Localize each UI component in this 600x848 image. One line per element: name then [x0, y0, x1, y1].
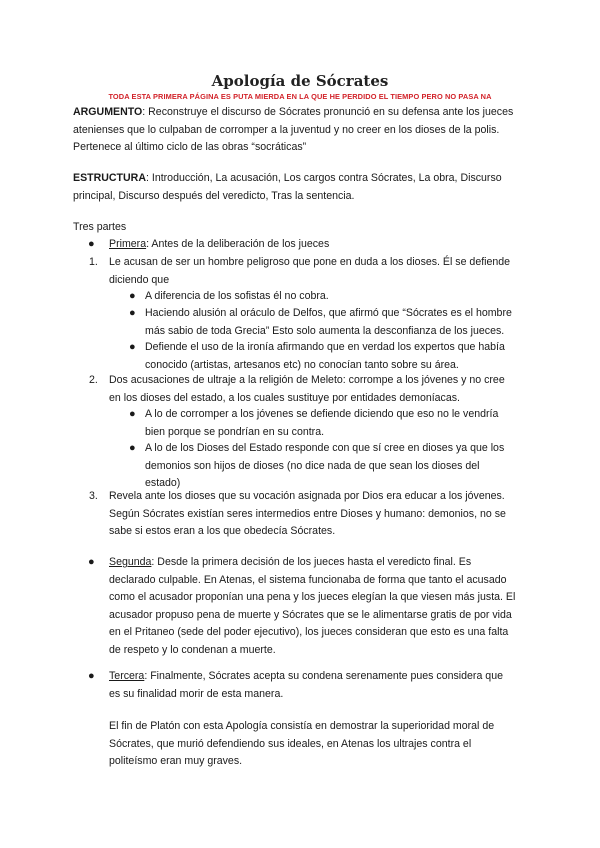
estructura-label: ESTRUCTURA	[73, 172, 146, 184]
page-title: Apología de Sócrates	[211, 72, 389, 90]
conclusion-line: El fin de Platón con esta Apología consistía en demostrar la superioridad moral de	[109, 720, 495, 732]
argumento-label: ARGUMENTO	[73, 106, 143, 118]
argumento-line: atenienses que lo culpaban de corromper a la juventud y no creer en los dioses de la polis.	[73, 123, 500, 136]
item-2-text	[109, 372, 505, 407]
argumento-line: : Reconstruye el discurso de Sócrates pronunció en su defensa ante los jueces	[142, 106, 514, 118]
sub-item-line: bien porque se pondrían en su contra.	[145, 425, 325, 438]
item-line: Le acusan de ser un hombre peligroso que pone en duda a los dioses. Él se defiende	[109, 256, 511, 268]
item-number: 1.	[89, 256, 98, 268]
primera-item	[109, 236, 329, 254]
sub-item-line: Haciendo alusión al oráculo de Delfos, que afirmó que “Sócrates es el hombre	[145, 307, 512, 319]
sub-bullet-icon: ●	[129, 290, 136, 302]
argumento-line: Pertenece al último ciclo de las obras “socráticas”	[73, 141, 307, 154]
estructura-line: principal, Discurso después del veredicto, Tras la sentencia.	[73, 189, 355, 202]
bullet-icon: ●	[88, 238, 95, 250]
item-number: 2.	[89, 374, 98, 386]
segunda-line: acusador propuso pena de muerte y Sócrates que se le alimentarse gratis de por vida	[109, 608, 512, 621]
sub-item	[145, 440, 504, 493]
item-line: sabe si estos eran a los que obedecía Sócrates.	[109, 525, 336, 538]
item-3-text	[109, 488, 506, 541]
sub-bullet-icon: ●	[129, 442, 136, 454]
sub-bullet-icon: ●	[129, 408, 136, 420]
item-line: diciendo que	[109, 273, 170, 286]
sub-item-line: A lo de los Dioses del Estado responde con que sí cree en dioses ya que los	[145, 442, 505, 454]
segunda-line: : Desde la primera decisión de los jueces hasta el veredicto final. Es	[151, 556, 472, 568]
item-line: Dos acusaciones de ultraje a la religión de Meleto: corrompe a los jóvenes y no cree	[109, 374, 505, 386]
tercera-line: es su finalidad morir de esta manera.	[109, 687, 284, 700]
sub-item-line: conocido (artistas, artesanos etc) no conocían tanto sobre su área.	[145, 358, 459, 371]
argumento-paragraph	[73, 104, 513, 157]
segunda-line: como el acusador proponían una pena y los jueces elegían la que viesen más justa. El	[109, 591, 516, 604]
red-note: TODA ESTA PRIMERA PÁGINA ES PUTA MIERDA EN LA QUE HE PERDIDO EL TIEMPO PERO NO PASA NA	[108, 92, 492, 101]
sub-item	[145, 305, 512, 340]
tercera-item	[109, 668, 503, 703]
primera-text: : Antes de la deliberación de los jueces	[146, 238, 330, 250]
conclusion-paragraph	[109, 718, 494, 771]
sub-item	[145, 339, 505, 374]
sub-bullet-icon: ●	[129, 307, 136, 319]
sub-item	[145, 406, 498, 441]
tercera-label: Tercera	[109, 670, 145, 682]
sub-item-line: A diferencia de los sofistas él no cobra.	[145, 290, 329, 302]
item-1-text	[109, 254, 510, 289]
primera-label: Primera	[109, 238, 147, 250]
sub-item-line: estado)	[145, 477, 181, 490]
segunda-line: de respeto y lo condenan a muerte.	[109, 643, 276, 656]
segunda-item	[109, 554, 515, 660]
item-line: Según Sócrates existían seres intermedios entre Dioses y humano: demonios, no se	[109, 507, 506, 520]
segunda-line: en el Pritaneo (sede del poder ejecutivo), los jueces consideran que esto es una falta	[109, 626, 509, 639]
conclusion-line: Sócrates, que murió defendiendo sus ideales, en Atenas los ultrajes contra el	[109, 737, 472, 750]
item-line: Revela ante los dioses que su vocación asignada por Dios era educar a los jóvenes.	[109, 490, 505, 502]
item-line: en los dioses del estado, a los cuales sustituye por entidades demoníacas.	[109, 391, 460, 404]
sub-item	[145, 288, 329, 306]
estructura-paragraph	[73, 170, 502, 205]
sub-item-line: Defiende el uso de la ironía afirmando que en verdad los expertos que había	[145, 341, 505, 353]
bullet-icon: ●	[88, 556, 95, 568]
conclusion-line: politeísmo eran muy graves.	[109, 755, 243, 768]
item-number: 3.	[89, 490, 98, 502]
estructura-line: : Introducción, La acusación, Los cargos contra Sócrates, La obra, Discurso	[145, 172, 502, 184]
tres-partes-heading: Tres partes	[73, 221, 127, 233]
sub-item-line: A lo de corromper a los jóvenes se defiende diciendo que eso no le vendría	[145, 408, 499, 420]
sub-item-line: demonios son hijos de dioses (no dice nada de que sean los dioses del	[145, 459, 480, 472]
tercera-line: : Finalmente, Sócrates acepta su condena serenamente pues considera que	[144, 670, 503, 682]
segunda-line: declarado culpable. En Atenas, el sistema funcionaba de forma que tanto el acusado	[109, 573, 507, 586]
sub-bullet-icon: ●	[129, 341, 136, 353]
sub-item-line: más sabio de toda Grecia” Esto solo aumenta la desconfianza de los jueces.	[145, 324, 505, 337]
segunda-label: Segunda	[109, 556, 152, 568]
bullet-icon: ●	[88, 670, 95, 682]
